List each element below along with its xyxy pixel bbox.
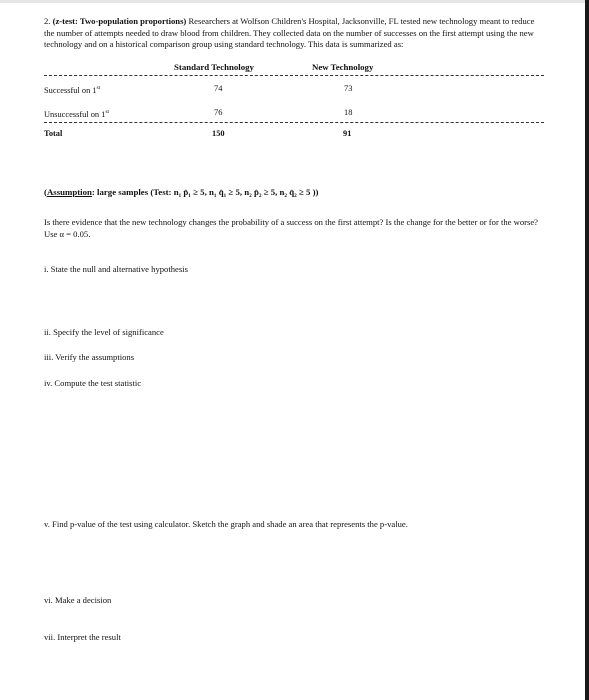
problem-text: Researchers at Wolfson Children's Hospital, Jacksonville, FL tested new technology meant to reduce the number of attempts needed to draw blood from children. They collected data on the number of successes on the first attempt using the new technology and on a historical comparison group using standard technology. This data is summarized as: <box>44 16 535 50</box>
cell-new-successful: 73 <box>344 83 353 93</box>
header-new: New Technology <box>312 61 374 72</box>
item-assumptions: iii. Verify the assumptions <box>44 352 135 362</box>
item-p-value: v. Find p-value of the test using calculator. Sketch the graph and shade an area that represents the p-value. <box>44 519 408 529</box>
total-new: 91 <box>343 128 352 138</box>
top-edge <box>0 0 589 3</box>
problem-number: 2. <box>44 16 51 26</box>
item-test-statistic: iv. Compute the test statistic <box>44 378 142 388</box>
total-standard: 150 <box>212 128 225 138</box>
cell-new-unsuccessful: 18 <box>344 107 353 117</box>
problem-intro <box>44 16 544 51</box>
item-interpret: vii. Interpret the result <box>44 632 121 642</box>
problem-heading: (z-test: Two-population proportions) <box>52 16 187 26</box>
right-border <box>585 0 589 700</box>
item-decision: vi. Make a decision <box>44 595 112 605</box>
row-label-successful: Successful on 1st <box>44 84 101 95</box>
table-rule-bottom <box>44 122 544 123</box>
item-hypothesis: i. State the null and alternative hypothesis <box>44 264 188 274</box>
assumption-link: Assumption <box>46 187 92 197</box>
cell-standard-unsuccessful: 76 <box>214 107 223 117</box>
data-table <box>44 62 544 148</box>
total-label: Total <box>44 128 63 138</box>
item-significance: ii. Specify the level of significance <box>44 327 164 337</box>
header-standard: Standard Technology <box>174 61 254 72</box>
question-text: Is there evidence that the new technology changes the probability of a success on the first attempt? Is the change for the better or for the worse? Use α = 0.05. <box>44 217 538 239</box>
assumption-line: (Assumption: large samples (Test: n₁ p̂₁ ≥ 5, n₁ q̂₁ ≥ 5, n₂ p̂₂ ≥ 5, n₂ q̂₂ ≥ 5 )) <box>44 187 319 197</box>
row-label-unsuccessful: Unsuccessful on 1st <box>44 108 110 119</box>
table-rule-top <box>44 75 544 76</box>
cell-standard-successful: 74 <box>214 83 223 93</box>
document-page <box>44 16 544 642</box>
